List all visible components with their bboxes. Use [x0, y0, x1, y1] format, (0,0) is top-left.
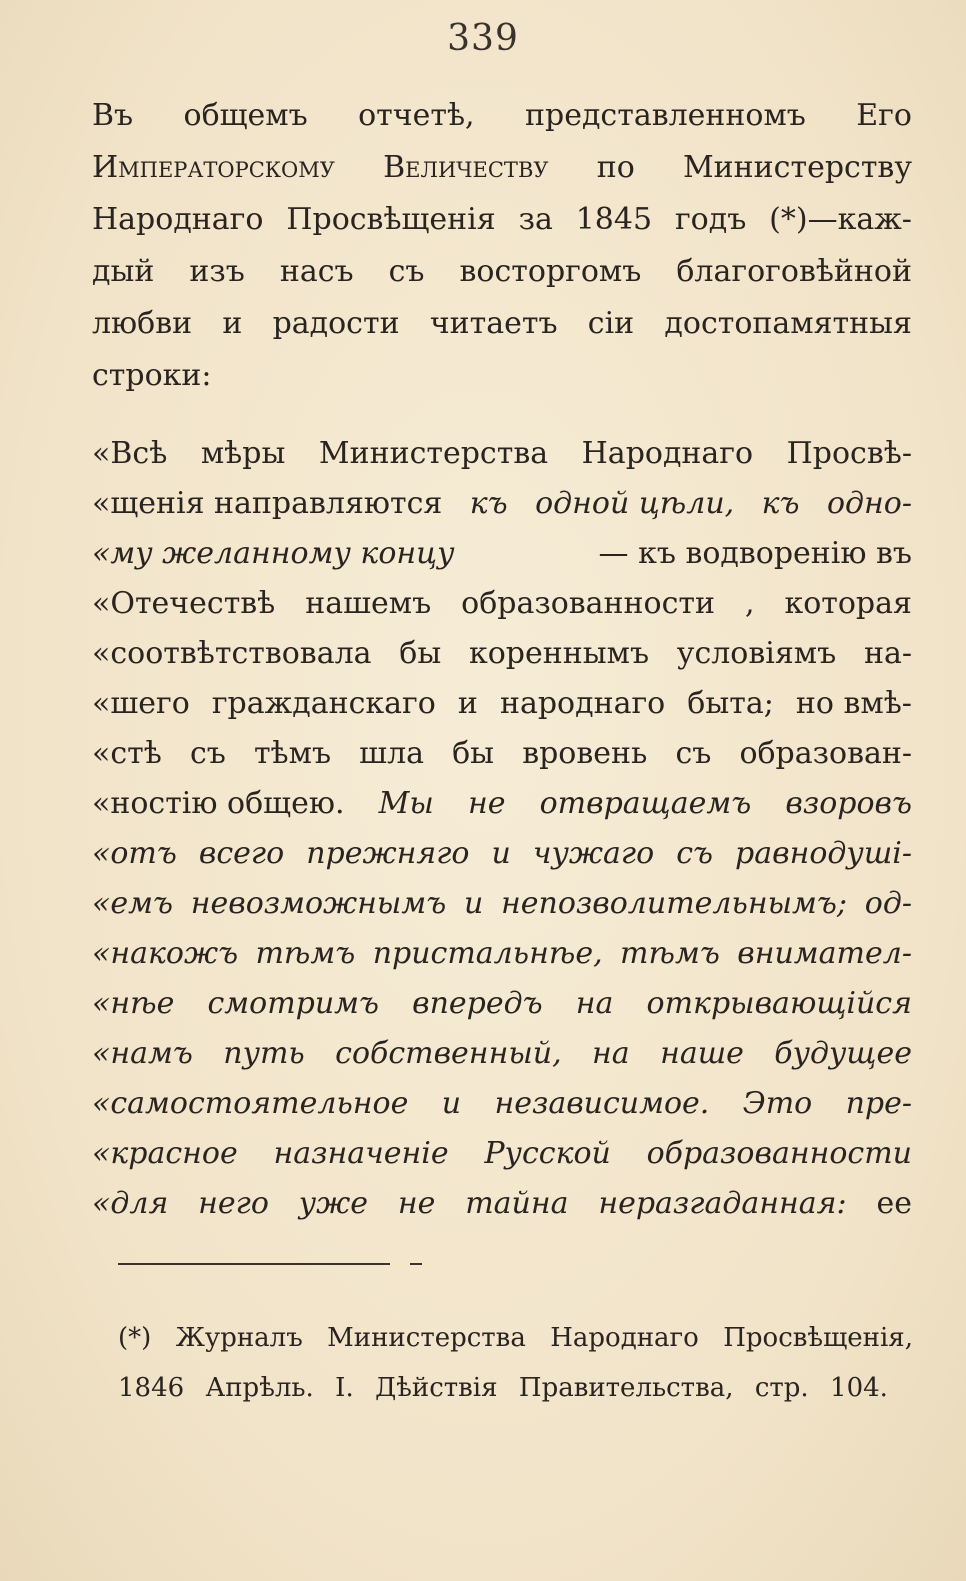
word: внимател-	[737, 936, 912, 971]
word: 1845	[575, 202, 653, 237]
word: общемъ	[183, 98, 308, 133]
word: «намъ	[92, 1036, 193, 1071]
word: не	[397, 1186, 436, 1221]
quote-line	[92, 428, 912, 480]
footnote-rule	[118, 1263, 390, 1265]
word: нашемъ	[305, 586, 432, 621]
quote-line	[92, 878, 912, 930]
word: невозможнымъ	[190, 886, 447, 921]
quote-line	[92, 928, 912, 980]
quote-line	[92, 978, 912, 1030]
word: 104.	[830, 1373, 888, 1403]
word: ,	[744, 586, 755, 621]
word: (*)—каж-	[769, 202, 912, 237]
word: съ	[675, 736, 712, 771]
word: «отъ	[92, 836, 177, 871]
footnote-rule-mark	[410, 1263, 422, 1265]
word: представленномъ	[525, 98, 806, 133]
word: и	[491, 836, 511, 871]
word: и	[222, 306, 243, 341]
word: кореннымъ	[468, 636, 650, 671]
word: Его	[856, 98, 912, 133]
word: Просвѣщенія,	[723, 1323, 913, 1353]
word: восторгомъ	[459, 254, 642, 289]
word: строки:	[92, 358, 212, 393]
text-line	[92, 194, 912, 246]
word: отчетѣ,	[358, 98, 475, 133]
word: «шего	[92, 686, 190, 721]
quote-line	[92, 1028, 912, 1080]
word: быта;	[687, 686, 774, 721]
text-line	[92, 298, 912, 350]
word: Министерства	[327, 1323, 526, 1353]
word: Величеству	[383, 150, 549, 185]
phrase: «щенія направляются	[92, 486, 443, 521]
word: Народнаго	[581, 436, 754, 471]
word: (*)	[118, 1323, 152, 1353]
word: открывающійся	[646, 986, 912, 1021]
word: собственный,	[335, 1036, 562, 1071]
word: впередъ	[412, 986, 543, 1021]
word: неразгаданная:	[598, 1186, 847, 1221]
text-line	[92, 90, 912, 142]
text-line	[92, 350, 912, 402]
word: «емъ	[92, 886, 173, 921]
word: всего	[198, 836, 285, 871]
quote-line	[92, 1128, 912, 1180]
word: «самостоятельное	[92, 1086, 409, 1121]
word: уже	[298, 1186, 369, 1221]
word: Императорскому	[92, 150, 335, 185]
word: любви	[92, 306, 193, 341]
word: будущее	[774, 1036, 912, 1071]
word: но вмѣ-	[795, 686, 912, 721]
quote-line	[92, 628, 912, 680]
word: Русской	[484, 1136, 611, 1171]
quote-line	[92, 678, 912, 730]
word: одно-	[826, 486, 912, 521]
word: мѣры	[200, 436, 286, 471]
word: образованности	[461, 586, 715, 621]
word: «стѣ	[92, 736, 162, 771]
word: наше	[660, 1036, 744, 1071]
word: насъ	[279, 254, 354, 289]
word: «Всѣ	[92, 436, 168, 471]
word: пре-	[845, 1086, 912, 1121]
word: назначеніе	[273, 1136, 449, 1171]
word: равнодуші-	[735, 836, 912, 871]
word: на-	[863, 636, 912, 671]
word: тѣмъ	[255, 936, 356, 971]
word: прежняго	[306, 836, 470, 871]
word: 1846	[118, 1373, 185, 1403]
quote-line	[92, 1178, 912, 1230]
word: од-	[864, 886, 912, 921]
word: Это	[742, 1086, 813, 1121]
word: достопамятныя	[664, 306, 912, 341]
word: на	[592, 1036, 630, 1071]
word: него	[198, 1186, 269, 1221]
word: Народнаго	[92, 202, 264, 237]
quote-line	[92, 478, 912, 530]
word: читаетъ	[429, 306, 558, 341]
word: сіи	[587, 306, 635, 341]
word: Правительства,	[518, 1373, 734, 1403]
word: Министерства	[318, 436, 549, 471]
word: I.	[335, 1373, 354, 1403]
word: Народнаго	[550, 1323, 699, 1353]
word: къ	[469, 486, 508, 521]
word: взоровъ	[785, 786, 912, 821]
phrase: — къ водворенію въ	[598, 536, 912, 571]
word: Просвѣ-	[786, 436, 912, 471]
word: Мы	[378, 786, 434, 821]
word: съ	[388, 254, 425, 289]
word: «Отечествѣ	[92, 586, 276, 621]
word: годъ	[674, 202, 747, 237]
phrase: одной цѣли,	[535, 486, 735, 521]
quote-line	[92, 1078, 912, 1130]
word: бы	[399, 636, 442, 671]
word: тѣмъ	[253, 736, 332, 771]
word: образованности	[646, 1136, 912, 1171]
word: благоговѣйной	[676, 254, 912, 289]
word: непозволительнымъ;	[501, 886, 848, 921]
word: Журналъ	[175, 1323, 303, 1353]
word: пристальнѣе,	[372, 936, 603, 971]
word: къ	[761, 486, 800, 521]
word: народнаго	[499, 686, 666, 721]
word: которая	[784, 586, 912, 621]
word: тѣмъ	[620, 936, 720, 971]
word: изъ	[189, 254, 245, 289]
word: образован-	[739, 736, 912, 771]
page-number: 339	[447, 18, 519, 59]
word: и	[463, 886, 484, 921]
word: независимое.	[494, 1086, 710, 1121]
word: Просвѣщенія	[286, 202, 496, 237]
word: условіямъ	[676, 636, 837, 671]
word: и	[441, 1086, 462, 1121]
word: за	[518, 202, 553, 237]
quote-line	[92, 778, 912, 830]
word: гражданскаго	[211, 686, 436, 721]
word: вровень	[522, 736, 648, 771]
word: Дѣйствія	[375, 1373, 498, 1403]
word: Апрѣль.	[205, 1373, 314, 1403]
word: путь	[223, 1036, 305, 1071]
quote-line	[92, 528, 912, 580]
word: «нѣе	[92, 986, 175, 1021]
word: шла	[359, 736, 425, 771]
footnote-line	[118, 1316, 913, 1360]
word: радости	[272, 306, 400, 341]
quote-line	[92, 828, 912, 880]
word: ее	[876, 1186, 912, 1221]
word: Министерству	[682, 150, 912, 185]
word: тайна	[465, 1186, 569, 1221]
word: стр.	[754, 1373, 809, 1403]
word: съ	[676, 836, 713, 871]
quote-line	[92, 728, 912, 780]
word: дый	[92, 254, 155, 289]
word: Въ	[92, 98, 134, 133]
word: на	[575, 986, 614, 1021]
quote-line	[92, 578, 912, 630]
word: бы	[452, 736, 495, 771]
word: «для	[92, 1186, 169, 1221]
word: чужаго	[532, 836, 655, 871]
phrase: «му желанному концу	[92, 536, 455, 571]
phrase: «ностію общею.	[92, 786, 345, 821]
word: смотримъ	[207, 986, 380, 1021]
word: «накожъ	[92, 936, 239, 971]
text-line	[92, 142, 912, 194]
word: не	[467, 786, 506, 821]
word: «соотвѣтствовала	[92, 636, 372, 671]
text-line	[92, 246, 912, 298]
word: «красное	[92, 1136, 238, 1171]
word: съ	[189, 736, 226, 771]
word: и	[457, 686, 478, 721]
word: отвращаемъ	[539, 786, 752, 821]
footnote-line	[118, 1366, 888, 1410]
word: по	[596, 150, 635, 185]
